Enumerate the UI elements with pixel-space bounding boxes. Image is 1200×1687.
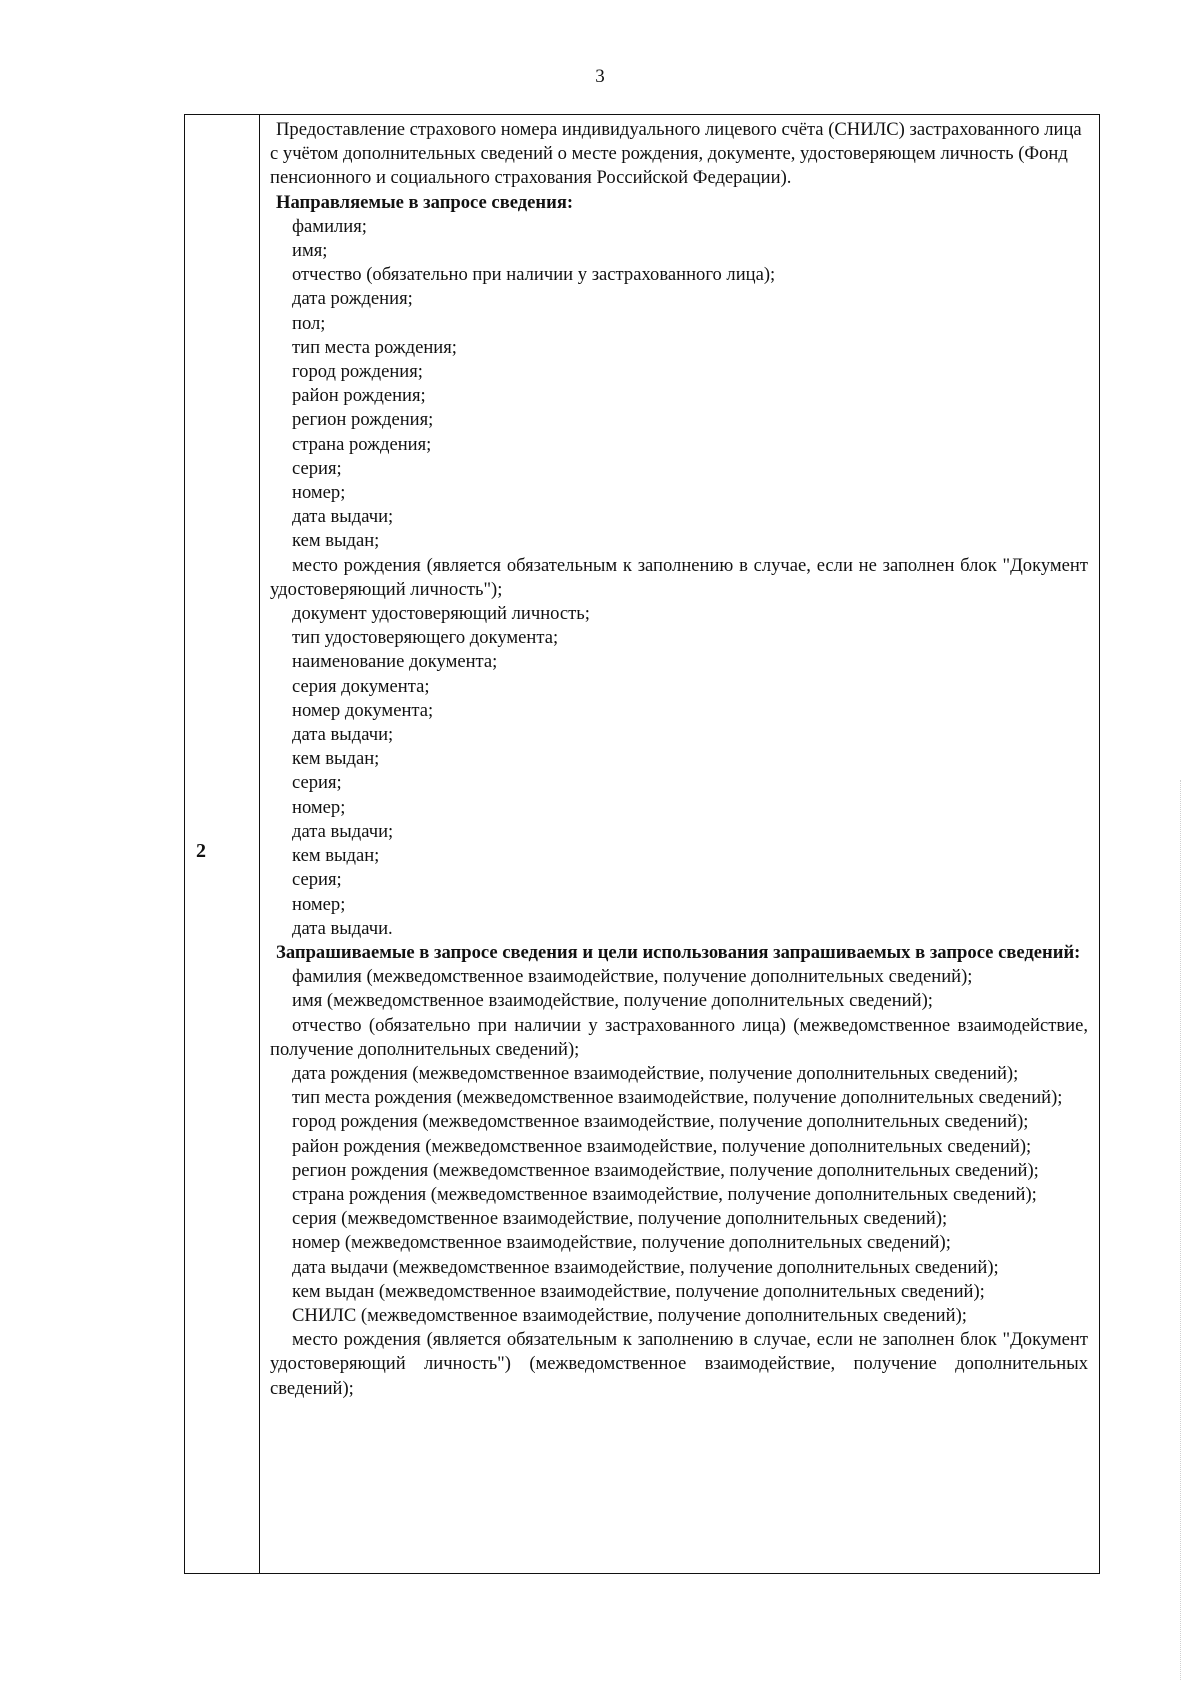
list-item: номер; (292, 796, 346, 818)
list-item: СНИЛС (межведомственное взаимодействие, получение дополнительных сведений); (292, 1304, 967, 1326)
list-item: район рождения; (292, 385, 426, 407)
list-item: имя; (292, 240, 328, 262)
service-description: Предоставление страхового номера индивидуального лицевого счёта (СНИЛС) застрахованного лица с учётом дополнительных сведений о месте рождения, документе, удостоверяющем личность (Фонд пенсионного и социального страхования Российской Федерации). (270, 119, 1082, 189)
list-item: серия; (292, 457, 342, 479)
list-item: пол; (292, 312, 326, 334)
list-item: серия; (292, 869, 342, 891)
list-item: дата выдачи (межведомственное взаимодействие, получение дополнительных сведений); (292, 1256, 999, 1278)
list-item: серия; (292, 772, 342, 794)
list-item: документ удостоверяющий личность; (292, 603, 590, 625)
list-item: дата выдачи; (292, 820, 394, 842)
list-item: район рождения (межведомственное взаимодействие, получение дополнительных сведений); (292, 1135, 1032, 1157)
list-item: кем выдан (межведомственное взаимодействие, получение дополнительных сведений); (292, 1280, 985, 1302)
list-item: тип удостоверяющего документа; (292, 627, 559, 649)
list-item: страна рождения; (292, 433, 432, 455)
list-item: регион рождения; (292, 409, 434, 431)
list-item: дата выдачи; (292, 724, 394, 746)
list-item: номер (межведомственное взаимодействие, получение дополнительных сведений); (292, 1232, 951, 1254)
list-item: тип места рождения; (292, 336, 457, 358)
list-item: город рождения (межведомственное взаимодействие, получение дополнительных сведений); (292, 1111, 1029, 1133)
page-number: 3 (595, 66, 605, 87)
list-item: номер; (292, 893, 346, 915)
list-item: наименование документа; (292, 651, 498, 673)
list-item: фамилия (межведомственное взаимодействие, получение дополнительных сведений); (292, 966, 973, 988)
list-item: номер; (292, 482, 346, 504)
list-item: место рождения (является обязательным к заполнению в случае, если не заполнен блок "Документ удостоверяющий личность") (межведомственное взаимодействие, получение дополнительных сведений); (270, 1329, 1088, 1399)
list-item: отчество (обязательно при наличии у застрахованного лица); (292, 264, 776, 286)
list-item: кем выдан; (292, 530, 380, 552)
list-item: номер документа; (292, 699, 434, 721)
list-item: фамилия; (292, 215, 367, 237)
sent-data-list (270, 215, 1088, 941)
list-item: город рождения; (292, 361, 423, 383)
scan-edge-line (1180, 780, 1182, 1680)
list-item: серия (межведомственное взаимодействие, получение дополнительных сведений); (292, 1208, 948, 1230)
list-item: дата выдачи. (292, 917, 393, 939)
requested-data-heading: Запрашиваемые в запросе сведения и цели использования запрашиваемых в запросе сведений: (276, 941, 1081, 963)
list-item: страна рождения (межведомственное взаимодействие, получение дополнительных сведений); (292, 1183, 1037, 1205)
list-item: кем выдан; (292, 845, 380, 867)
list-item: имя (межведомственное взаимодействие, получение дополнительных сведений); (292, 990, 933, 1012)
row-number: 2 (196, 840, 206, 862)
table-cell-content (270, 118, 1088, 1401)
list-item: дата рождения; (292, 288, 413, 310)
requested-data-list (270, 965, 1088, 1401)
list-item: место рождения (является обязательным к заполнению в случае, если не заполнен блок "Документ удостоверяющий личность"); (270, 554, 1088, 600)
list-item: тип места рождения (межведомственное взаимодействие, получение дополнительных сведений); (292, 1087, 1063, 1109)
list-item: дата рождения (межведомственное взаимодействие, получение дополнительных сведений); (292, 1062, 1019, 1084)
column-divider (259, 114, 260, 1574)
list-item: серия документа; (292, 675, 430, 697)
list-item: кем выдан; (292, 748, 380, 770)
list-item: отчество (обязательно при наличии у застрахованного лица) (межведомственное взаимодействие, получение дополнительных сведений); (270, 1014, 1088, 1060)
list-item: регион рождения (межведомственное взаимодействие, получение дополнительных сведений); (292, 1159, 1039, 1181)
sent-data-heading: Направляемые в запросе сведения: (276, 191, 574, 213)
list-item: дата выдачи; (292, 506, 394, 528)
